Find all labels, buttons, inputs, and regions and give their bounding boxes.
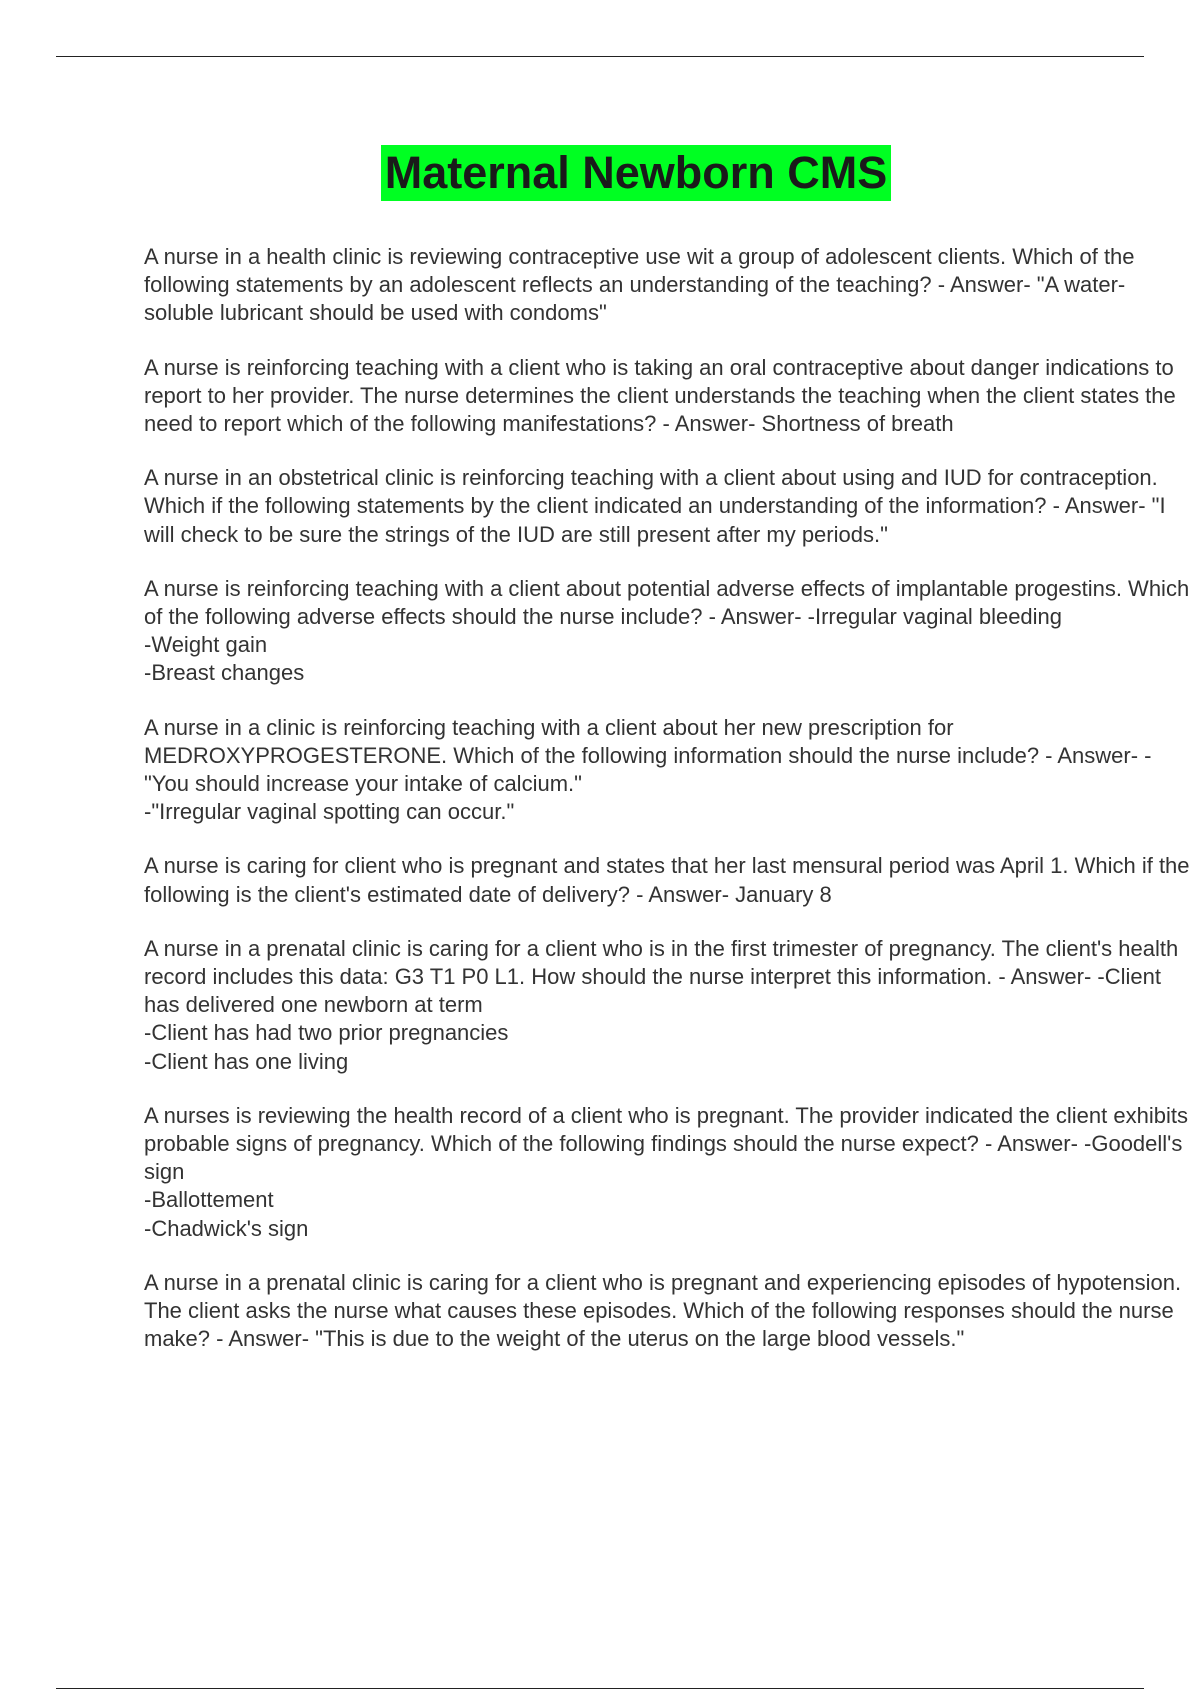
qa-item: A nurse in a health clinic is reviewing contraceptive use wit a group of adolescent clients. Which of the following statements by an adolescent reflects an understanding of the teaching? - Answer- "A water-soluble lubricant should be used with condoms"	[144, 244, 1135, 326]
page-title: Maternal Newborn CMS	[381, 145, 892, 201]
qa-item: A nurse in an obstetrical clinic is reinforcing teaching with a client about using and IUD for contraception. Which if the following statements by the client indicated an understanding of the information? - Answer- "I will check to be sure the strings of the IUD are still present after my periods."	[144, 465, 1166, 547]
qa-item: A nurse in a prenatal clinic is caring for a client who is in the first trimester of pregnancy. The client's health record includes this data: G3 T1 P0 L1. How should the nurse interpret this information. - Answer- -Client has delivered one newborn at term -Client has had two prior pregnancies -Client has one living	[144, 935, 1179, 1074]
qa-item: A nurse is reinforcing teaching with a client about potential adverse effects of implantable progestins. Which of the following adverse effects should the nurse include? - Answer- -Irregular vaginal bleeding -Weight gain -Breast changes	[144, 575, 1190, 686]
qa-item: A nurse in a prenatal clinic is caring for a client who is pregnant and experiencing episodes of hypotension. The client asks the nurse what causes these episodes. Which of the following responses should the nurse make? - Answer- "This is due to the weight of the uterus on the large blood vessels."	[144, 1269, 1182, 1352]
qa-item: A nurse is reinforcing teaching with a client who is taking an oral contraceptive about danger indications to report to her provider. The nurse determines the client understands the teaching when the client states the need to report which of the following manifestations? - Answer- Shortness of breath	[144, 354, 1176, 437]
title-container	[0, 145, 1200, 201]
qa-list	[144, 243, 1192, 1380]
bottom-rule	[56, 1688, 1144, 1689]
qa-item: A nurses is reviewing the health record of a client who is pregnant. The provider indicated the client exhibits probable signs of pregnancy. Which of the following findings should the nurse expect? - Answer- -Goodell's sign -Ballottement -Chadwick's sign	[144, 1102, 1188, 1241]
top-rule	[56, 56, 1144, 57]
qa-item: A nurse is caring for client who is pregnant and states that her last mensural period was April 1. Which if the following is the client's estimated date of delivery? - Answer- January 8	[144, 853, 1190, 907]
qa-item: A nurse in a clinic is reinforcing teaching with a client about her new prescription for MEDROXYPROGESTERONE. Which of the following information should the nurse include? - Answer- -"You should increase your intake of calcium." -"Irregular vaginal spotting can occur."	[144, 714, 1152, 825]
